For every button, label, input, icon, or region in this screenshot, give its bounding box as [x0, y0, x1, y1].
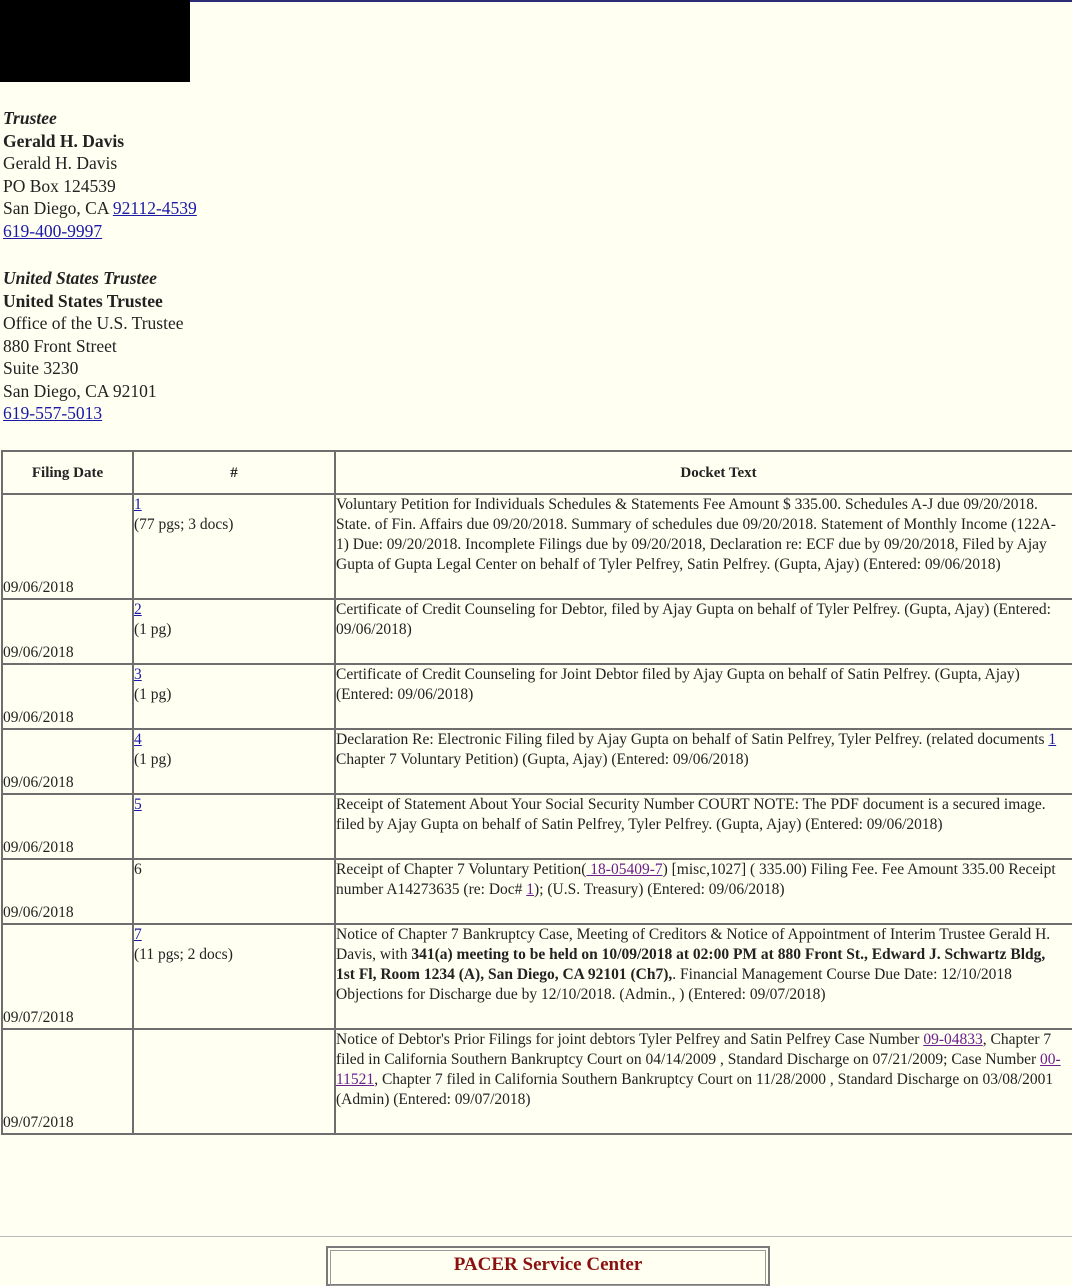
docket-text-cell: [335, 599, 1072, 664]
trustee-address-line2: PO Box 124539: [3, 175, 116, 196]
footer-rule: [0, 1236, 1072, 1237]
prior-case-link[interactable]: 00-: [1040, 1051, 1061, 1068]
us-trustee-address-line3: Suite 3230: [3, 358, 79, 378]
doc-number-cell: [133, 859, 335, 924]
docket-text-cell: [335, 729, 1072, 794]
docket-text-segment: ); (U.S. Treasury) (Entered: 09/06/2018): [534, 881, 785, 898]
docket-text-line: [336, 880, 1072, 900]
table-row: [2, 664, 1072, 729]
table-row: [2, 794, 1072, 859]
trustee-name: Gerald H. Davis: [3, 130, 125, 151]
docket-text-line: [336, 860, 1072, 880]
doc-number-cell: [133, 494, 335, 599]
filing-date-cell: 09/06/2018: [2, 729, 133, 794]
doc-pages: (1 pg): [134, 686, 172, 703]
prior-case-link[interactable]: 09-04833: [923, 1031, 983, 1048]
docket-text-cell: [335, 859, 1072, 924]
doc-link[interactable]: 3: [134, 666, 142, 683]
table-row: [2, 1029, 1072, 1134]
meeting-info-bold: 1st Fl, Room 1234 (A), San Diego, CA 92101 (Ch7),: [336, 966, 673, 983]
header-number: #: [133, 451, 335, 494]
docket-text-segment: filed in California Southern Bankruptcy Court on 04/14/2009 , Standard Discharge on 07/21/2009; Case Number: [336, 1051, 1040, 1068]
doc-pages: (11 pgs; 2 docs): [134, 946, 233, 963]
docket-text-line: [336, 730, 1072, 750]
trustee-address-line1: Gerald H. Davis: [3, 153, 118, 173]
docket-text-segment: Davis, with: [336, 946, 412, 963]
top-rule: [190, 0, 1072, 2]
docket-text-line: [336, 1070, 1072, 1090]
filing-date-cell: 09/06/2018: [2, 664, 133, 729]
doc-link[interactable]: 1: [134, 496, 142, 513]
docket-text-segment: . Financial Management Course Due Date: 12/10/2018: [672, 966, 1012, 983]
docket-text-line: Notice of Chapter 7 Bankruptcy Case, Meeting of Creditors & Notice of Appointment of Interim Trustee Gerald H.: [336, 926, 1051, 943]
table-row: [2, 599, 1072, 664]
filing-date-cell: 09/07/2018: [2, 924, 133, 1029]
prior-case-link[interactable]: 11521: [336, 1071, 375, 1088]
docket-text-line: [336, 945, 1072, 965]
docket-text-line: State. of Fin. Affairs due 09/20/2018. Summary of schedules due 09/20/2018. Statement of Monthly Income (122A-: [336, 516, 1056, 533]
redacted-block: [0, 0, 190, 82]
doc-link[interactable]: 4: [134, 731, 142, 748]
docket-text-cell: [335, 1029, 1072, 1134]
header-filing-date: Filing Date: [2, 451, 133, 494]
filing-date-cell: 09/06/2018: [2, 859, 133, 924]
pacer-service-center-title: PACER Service Center: [453, 1254, 643, 1275]
docket-text-line: [336, 1030, 1072, 1050]
doc-link[interactable]: 7: [134, 926, 142, 943]
us-trustee-phone-line: [3, 402, 184, 425]
docket-text-line: Receipt of Statement About Your Social Security Number COURT NOTE: The PDF document is a secured image.: [336, 796, 1046, 813]
us-trustee-city-line: San Diego, CA 92101: [3, 380, 157, 401]
docket-text-cell: [335, 924, 1072, 1029]
related-doc-link[interactable]: 1: [1048, 731, 1057, 748]
docket-text-segment: Declaration Re: Electronic Filing filed by Ajay Gupta on behalf of Satin Pelfrey, Tyler Pelfrey. (related documents: [336, 731, 1049, 748]
docket-text-line: Voluntary Petition for Individuals Schedules & Statements Fee Amount $ 335.00. Schedules A-J due 09/20/2018.: [336, 496, 1038, 513]
filing-date-cell: 09/06/2018: [2, 599, 133, 664]
table-row: [2, 859, 1072, 924]
trustee-phone-line: [3, 220, 197, 243]
trustee-zip-link[interactable]: 92112-4539: [112, 198, 197, 218]
docket-text-line: (Admin) (Entered: 09/07/2018): [336, 1091, 531, 1108]
us-trustee-name: United States Trustee: [3, 290, 163, 311]
doc-number-cell: [133, 729, 335, 794]
docket-text-segment: , Chapter 7 filed in California Southern Bankruptcy Court on 11/28/2000 , Standard Discharge on 03/08/2001: [374, 1071, 1054, 1088]
doc-number-cell: [133, 1029, 335, 1134]
docket-text-line: Objections for Discharge due by 12/10/2018. (Admin., ) (Entered: 09/07/2018): [336, 986, 826, 1003]
doc-link[interactable]: 2: [134, 601, 142, 618]
doc-link[interactable]: 5: [134, 796, 142, 813]
filing-date-cell: 09/06/2018: [2, 794, 133, 859]
meeting-info-bold: 341(a) meeting to be held on 10/09/2018 at 02:00 PM at 880 Front St., Edward J. Schwartz Bldg,: [411, 946, 1046, 963]
doc-number-cell: [133, 664, 335, 729]
docket-text-cell: [335, 794, 1072, 859]
us-trustee-role: United States Trustee: [3, 268, 157, 288]
docket-text-line: [336, 1050, 1072, 1070]
docket-text-segment: Receipt of Chapter 7 Voluntary Petition(: [336, 861, 587, 878]
case-number-link[interactable]: 18-05409-7: [586, 861, 663, 878]
trustee-block: [3, 107, 197, 242]
doc-pages: (77 pgs; 3 docs): [134, 516, 234, 533]
docket-text-line: Gupta of Gupta Legal Center on behalf of Tyler Pelfrey, Satin Pelfrey. (Gupta, Ajay) (Entered: 09/06/2018): [336, 556, 1001, 573]
doc-pages: (1 pg): [134, 751, 172, 768]
filing-date-cell: 09/06/2018: [2, 494, 133, 599]
table-row: [2, 924, 1072, 1029]
pacer-service-center-box: [326, 1246, 770, 1286]
doc-pages: (1 pg): [134, 621, 172, 638]
us-trustee-block: [3, 267, 184, 425]
us-trustee-address-line1: Office of the U.S. Trustee: [3, 313, 184, 333]
docket-text-segment: ) [misc,1027] ( 335.00) Filing Fee. Fee Amount 335.00 Receipt: [662, 861, 1056, 878]
docket-text-line: 09/06/2018): [336, 621, 412, 638]
docket-text-line: filed by Ajay Gupta on behalf of Satin Pelfrey, Tyler Pelfrey. (Gupta, Ajay) (Entered: 09/06/2018): [336, 816, 943, 833]
table-row: [2, 729, 1072, 794]
docket-header-row: [2, 451, 1072, 494]
docket-text-line: Certificate of Credit Counseling for Joint Debtor filed by Ajay Gupta on behalf of Satin Pelfrey. (Gupta, Ajay): [336, 666, 1020, 683]
docket-text-line: Certificate of Credit Counseling for Debtor, filed by Ajay Gupta on behalf of Tyler Pelfrey. (Gupta, Ajay) (Entered:: [336, 601, 1051, 618]
filing-date-cell: 09/07/2018: [2, 1029, 133, 1134]
docket-text-segment: , Chapter 7: [982, 1031, 1052, 1048]
doc-number-cell: [133, 794, 335, 859]
docket-text-cell: [335, 664, 1072, 729]
doc-number-cell: [133, 924, 335, 1029]
doc-number-cell: [133, 599, 335, 664]
docket-table: [1, 450, 1072, 1135]
trustee-role: Trustee: [3, 108, 57, 128]
docket-text-line: (Entered: 09/06/2018): [336, 686, 474, 703]
related-doc-link[interactable]: 1: [526, 881, 535, 898]
docket-text-segment: number A14273635 (re: Doc#: [336, 881, 527, 898]
docket-text-line: [336, 965, 1072, 985]
us-trustee-address-line2: 880 Front Street: [3, 335, 117, 356]
doc-number-text: 6: [134, 861, 142, 878]
docket-text-cell: [335, 494, 1072, 599]
trustee-city: San Diego, CA: [3, 198, 113, 218]
header-docket-text: Docket Text: [335, 451, 1072, 494]
us-trustee-phone-link[interactable]: 619-557-5013: [3, 403, 103, 423]
trustee-phone-link[interactable]: 619-400-9997: [3, 220, 103, 241]
table-row: [2, 494, 1072, 599]
trustee-city-line: [3, 197, 197, 220]
docket-text-line: 1) Due: 09/20/2018. Incomplete Filings due by 09/20/2018, Declaration re: ECF due by 09/20/2018, Filed by Ajay: [336, 536, 1047, 553]
docket-text-segment: Notice of Debtor's Prior Filings for joint debtors Tyler Pelfrey and Satin Pelfrey Case Number: [336, 1031, 924, 1048]
docket-text-line: Chapter 7 Voluntary Petition) (Gupta, Ajay) (Entered: 09/06/2018): [336, 751, 749, 768]
